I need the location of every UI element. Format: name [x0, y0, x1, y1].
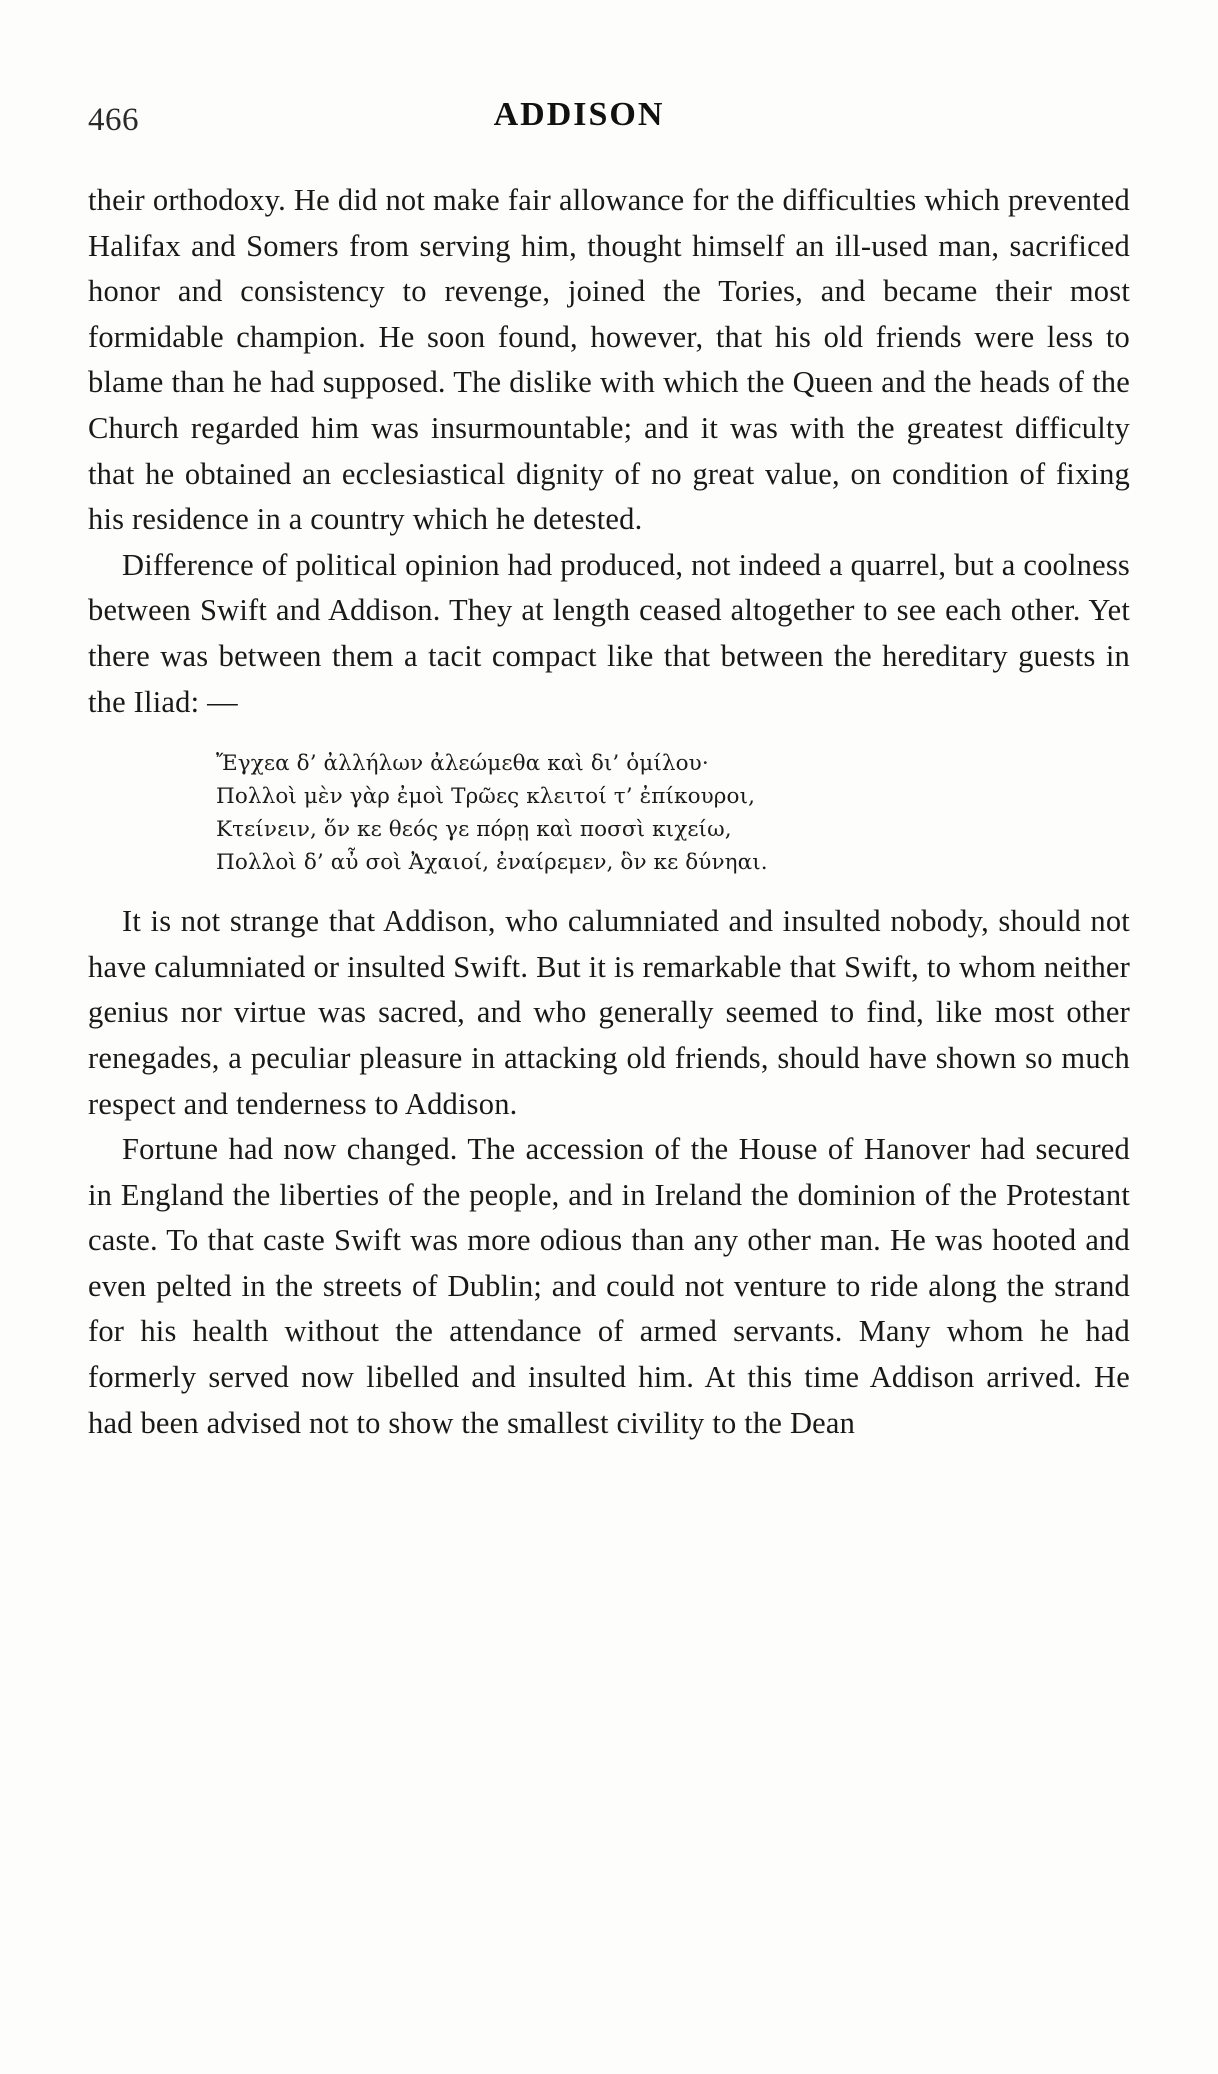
quote-line: Πολλοὶ δ’ αὖ σοὶ Ἀχαιοί, ἐναίρεμεν, ὃν κε δύνηαι. — [216, 850, 768, 876]
paragraph-fortune: Fortune had now changed. The accession of the House of Hanover had secured in England the liberties of the people, and in Ireland the dominion of the Protestant caste. To that caste Swift was more odious than any other man. He was hooted and even pelted in the streets of Dublin; and could not venture to ride along the strand for his health without the attendance of armed servants. Many whom he had formerly served now libelled and insulted him. At this time Addison arrived. He had been advised not to show the smallest civility to the Dean — [88, 1132, 1130, 1440]
text-block — [88, 178, 1130, 1446]
paragraph-difference: Difference of political opinion had produced, not indeed a quarrel, but a coolness between Swift and Addison. They at length ceased altogether to see each other. Yet there was between them a tacit compact like that between the hereditary guests in the Iliad: — — [88, 547, 1130, 719]
quote-line: Ἔγχεα δ’ ἀλλήλων ἀλεώμεθα καὶ δι’ ὁμίλου· — [216, 751, 709, 777]
paragraph-orthodoxy: their orthodoxy. He did not make fair allowance for the difficulties which prevented Halifax and Somers from serving him, thought himself an ill-used man, sacrificed honor and consistency to revenge, joined the Tories, and became their most formidable champion. He soon found, however, that his old friends were less to blame than he had supposed. The dislike with which the Queen and the heads of the Church regarded him was insurmountable; and it was with the greatest difficulty that he obtained an ecclesiastical dignity of no great value, on condition of fixing his residence in a country which he detested. — [88, 183, 1130, 537]
greek-quotation — [88, 747, 1130, 879]
paragraph-notstrange: It is not strange that Addison, who calumniated and insulted nobody, should not have calumniated or insulted Swift. But it is remarkable that Swift, to whom neither genius nor virtue was sacred, and who generally seemed to find, like most other renegades, a peculiar pleasure in attacking old friends, should have shown so much respect and tenderness to Addison. — [88, 904, 1130, 1121]
running-title: ADDISON — [493, 96, 665, 133]
page-header — [88, 96, 1130, 146]
quote-line: Κτείνειν, ὅν κε θεός γε πόρῃ καὶ ποσσὶ κιχείω, — [216, 817, 732, 843]
quote-line: Πολλοὶ μὲν γὰρ ἐμοὶ Τρῶες κλειτοί τ’ ἐπίκουροι, — [216, 784, 756, 810]
page-number: 466 — [88, 102, 139, 138]
